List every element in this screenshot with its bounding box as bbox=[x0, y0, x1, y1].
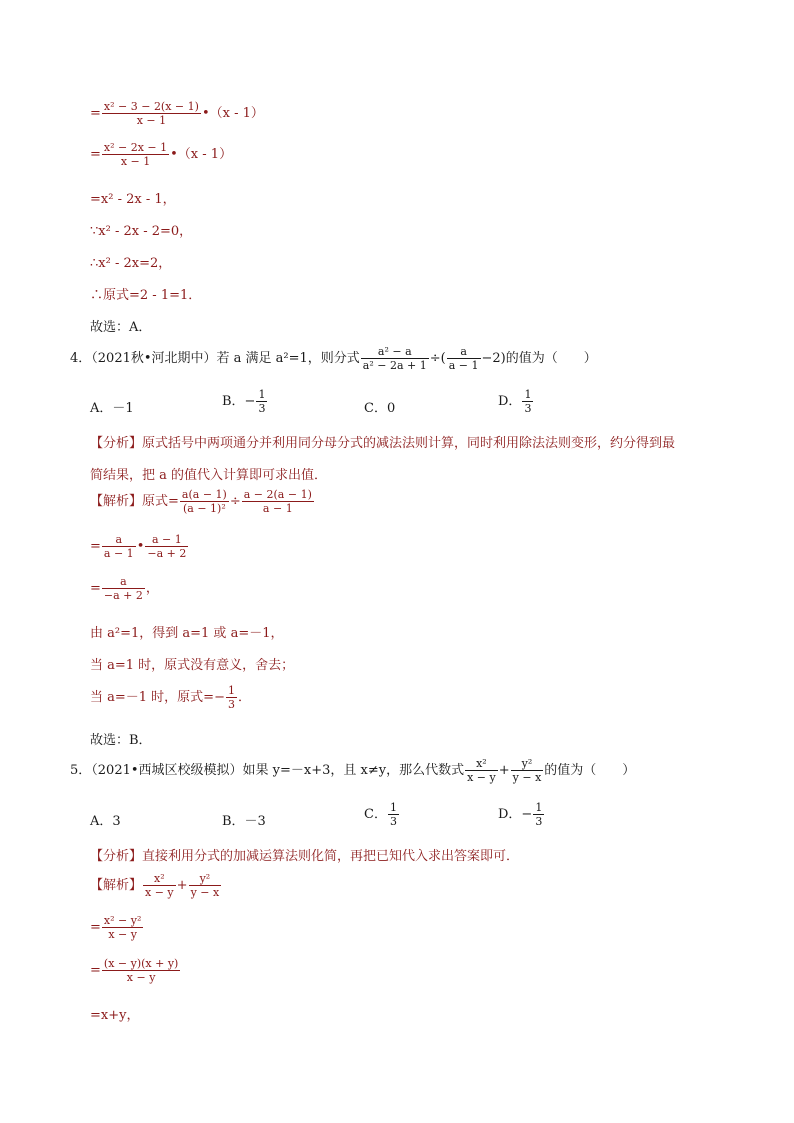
stem-text: 的值为（ ） bbox=[544, 763, 636, 778]
fraction bbox=[533, 801, 544, 828]
fraction bbox=[522, 388, 533, 415]
fraction bbox=[226, 684, 237, 711]
option-d bbox=[498, 388, 534, 415]
solution-line-4: ∵x² - 2x - 2=0， bbox=[90, 224, 193, 239]
numerator: a(a − 1) bbox=[181, 488, 227, 501]
fraction bbox=[447, 345, 481, 372]
solution-line-3: =x² - 2x - 1， bbox=[90, 192, 176, 207]
denominator: x − y bbox=[467, 771, 496, 784]
equals-sign: = bbox=[90, 920, 101, 935]
fraction bbox=[102, 914, 143, 941]
denominator: a − 1 bbox=[448, 359, 479, 372]
numerator: 1 bbox=[524, 388, 532, 401]
fraction bbox=[189, 872, 222, 899]
equals-sign: = bbox=[90, 963, 101, 978]
denominator: x − y bbox=[145, 886, 174, 899]
solution-text: 当 a=－1 时，原式=− bbox=[90, 690, 225, 705]
stem-text: 4．（2021秋•河北期中）若 a 满足 a²=1，则分式 bbox=[70, 351, 360, 366]
denominator: 3 bbox=[227, 698, 235, 711]
denominator: x − 1 bbox=[136, 114, 167, 127]
denominator: y − x bbox=[512, 771, 542, 784]
solution-text: 原式= bbox=[142, 494, 179, 509]
solution-line bbox=[90, 914, 144, 941]
analysis-line-2: 简结果，把 a 的值代入计算即可求出值． bbox=[90, 468, 328, 483]
analysis-text: 直接利用分式的加减运算法则化简，再把已知代入求出答案即可． bbox=[142, 849, 520, 864]
denominator: x − y bbox=[126, 971, 156, 984]
numerator: a bbox=[447, 345, 481, 359]
fraction bbox=[465, 757, 498, 784]
solution-tag: 【解析】 bbox=[90, 494, 143, 509]
solution-line bbox=[90, 684, 251, 711]
numerator: 1 bbox=[258, 388, 266, 401]
operator: • bbox=[136, 539, 145, 554]
fraction bbox=[102, 575, 145, 602]
numerator: x² − 2x − 1 bbox=[103, 141, 168, 154]
equals-sign: = bbox=[90, 581, 101, 596]
numerator: 1 bbox=[227, 684, 235, 697]
operator: ÷ bbox=[229, 494, 241, 509]
question-4-stem bbox=[70, 345, 597, 372]
fraction bbox=[388, 801, 399, 828]
denominator: −a + 2 bbox=[147, 547, 187, 560]
denominator: 3 bbox=[258, 402, 266, 415]
answer-line: 故选：B． bbox=[90, 733, 152, 748]
denominator: −a + 2 bbox=[103, 589, 143, 602]
solution-line: =x+y， bbox=[90, 1008, 140, 1023]
option-b bbox=[222, 388, 268, 415]
numerator: y² bbox=[511, 757, 544, 771]
solution-line-5: ∴x² - 2x=2， bbox=[90, 256, 172, 271]
fraction bbox=[102, 533, 136, 560]
equals-sign: = bbox=[90, 539, 101, 554]
analysis-line-1 bbox=[90, 432, 675, 451]
solution-text: ． bbox=[237, 690, 251, 705]
fraction bbox=[145, 533, 188, 560]
denominator: a − 1 bbox=[262, 502, 293, 515]
fraction bbox=[143, 872, 176, 899]
operator: + bbox=[498, 763, 510, 778]
multiplier: •（x - 1） bbox=[170, 147, 233, 162]
option-label: B．− bbox=[222, 394, 256, 409]
solution-line bbox=[90, 957, 181, 984]
denominator: 3 bbox=[524, 402, 532, 415]
denominator: x − 1 bbox=[120, 155, 151, 168]
denominator: a − 1 bbox=[103, 547, 134, 560]
denominator: a² − 2a + 1 bbox=[362, 359, 427, 372]
denominator: 3 bbox=[389, 815, 397, 828]
fraction bbox=[102, 957, 180, 984]
numerator: a − 1 bbox=[145, 533, 188, 547]
fraction bbox=[256, 388, 267, 415]
solution-line bbox=[90, 575, 159, 602]
numerator: x² bbox=[143, 872, 176, 886]
solution-line bbox=[90, 488, 315, 515]
numerator: a − 2(a − 1) bbox=[243, 488, 312, 501]
denominator: x − y bbox=[108, 928, 137, 941]
fraction bbox=[180, 488, 229, 515]
option-c: C．0 bbox=[364, 401, 396, 416]
solution-line: 由 a²=1，得到 a=1 或 a=－1， bbox=[90, 626, 284, 641]
operator: ÷( bbox=[429, 351, 446, 366]
numerator: x² bbox=[465, 757, 498, 771]
option-label: D． bbox=[498, 394, 522, 409]
denominator: (a − 1)² bbox=[183, 502, 226, 515]
fraction bbox=[361, 345, 429, 372]
solution-line-6: ∴原式=2 - 1=1． bbox=[90, 288, 202, 303]
fraction bbox=[102, 100, 201, 127]
analysis-tag: 【分析】 bbox=[90, 436, 143, 451]
option-a: A．3 bbox=[90, 814, 121, 829]
solution-line: 当 a=1 时，原式没有意义，舍去； bbox=[90, 658, 295, 673]
numerator: 1 bbox=[535, 801, 543, 814]
numerator: (x − y)(x + y) bbox=[103, 957, 179, 970]
operator: + bbox=[176, 878, 188, 893]
numerator: x² − 3 − 2(x − 1) bbox=[103, 100, 199, 113]
analysis-text: 原式括号中两项通分并利用同分母分式的减法法则计算，同时利用除法法则变形，约分得到最 bbox=[142, 436, 676, 451]
solution-line bbox=[90, 533, 189, 560]
option-label: C． bbox=[364, 807, 387, 822]
multiplier: •（x - 1） bbox=[201, 106, 264, 121]
denominator: 3 bbox=[535, 815, 543, 828]
question-5-stem bbox=[70, 757, 635, 784]
numerator: a² − a bbox=[361, 345, 429, 359]
option-b: B．－3 bbox=[222, 814, 266, 829]
option-c bbox=[364, 801, 400, 828]
equals-sign: = bbox=[90, 147, 101, 162]
numerator: a bbox=[102, 533, 136, 547]
fraction bbox=[102, 141, 169, 168]
solution-line bbox=[90, 872, 222, 899]
analysis-tag: 【分析】 bbox=[90, 849, 143, 864]
answer-line: 故选：A． bbox=[90, 320, 152, 335]
solution-text: ， bbox=[145, 581, 159, 596]
fraction bbox=[511, 757, 544, 784]
numerator: 1 bbox=[389, 801, 397, 814]
solution-tag: 【解析】 bbox=[90, 878, 143, 893]
numerator: y² bbox=[189, 872, 222, 886]
option-a: A．－1 bbox=[90, 401, 134, 416]
option-label: D．− bbox=[498, 807, 533, 822]
numerator: a bbox=[102, 575, 145, 589]
denominator: y − x bbox=[190, 886, 220, 899]
stem-text: −2)的值为（ ） bbox=[481, 351, 597, 366]
stem-text: 5．（2021•西城区校级模拟）如果 y=－x+3，且 x≠y，那么代数式 bbox=[70, 763, 465, 778]
solution-line-2 bbox=[90, 141, 232, 168]
equals-sign: = bbox=[90, 106, 101, 121]
analysis-line-1 bbox=[90, 845, 519, 864]
numerator: x² − y² bbox=[103, 914, 142, 927]
solution-line-1 bbox=[90, 100, 264, 127]
option-d bbox=[498, 801, 545, 828]
fraction bbox=[242, 488, 314, 515]
